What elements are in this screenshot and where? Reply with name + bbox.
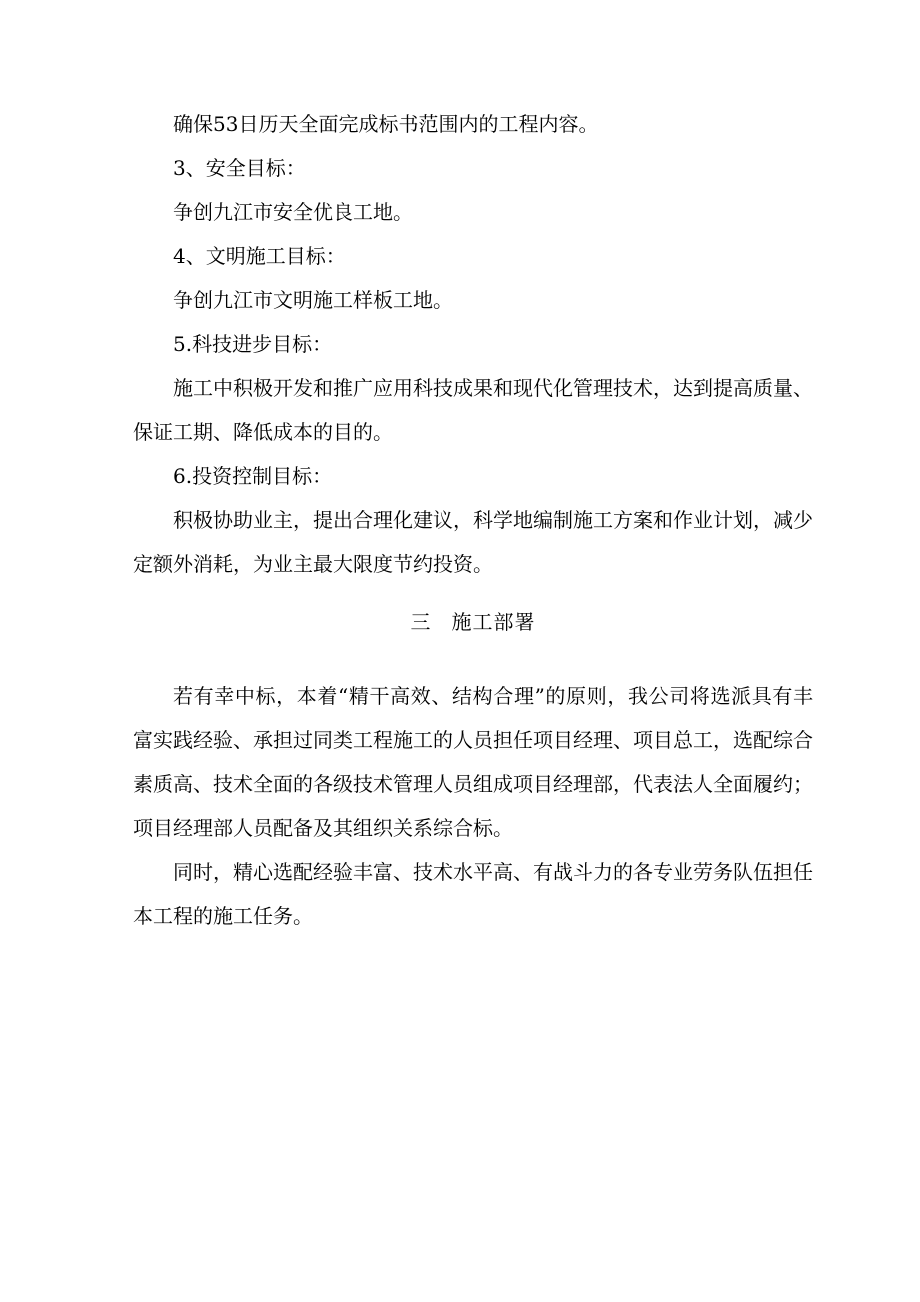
paragraph: 争创九江市文明施工样板工地。 [173, 288, 453, 312]
paragraph: 积极协助业主，提出合理化建议，科学地编制施工方案和作业计划，减少定额外消耗，为业主最大限度节约投资。 [133, 508, 813, 576]
section-deployment [133, 674, 813, 938]
paragraph: 若有幸中标，本着“精干高效、结构合理”的原则，我公司将选派具有丰富实践经验、承担过同类工程施工的人员担任项目经理、项目总工，选配综合素质高、技术全面的各级技术管理人员组成项目经理部，代表法人全面履约；项目经理部人员配备及其组织关系综合标。 [133, 684, 813, 840]
paragraph: 6.投资控制目标： [173, 464, 333, 488]
section-heading [133, 600, 813, 644]
paragraph: 同时，精心选配经验丰富、技术水平高、有战斗力的各专业劳务队伍担任本工程的施工任务。 [133, 860, 813, 928]
paragraph: 4、文明施工目标： [173, 244, 346, 268]
section-title: 施工部署 [451, 610, 536, 634]
paragraph: 3、安全目标： [173, 156, 306, 180]
section-number: 三 [410, 610, 432, 634]
paragraph: 5.科技进步目标： [173, 332, 333, 356]
section-goals [133, 102, 813, 586]
paragraph: 争创九江市安全优良工地。 [173, 200, 413, 224]
paragraph: 施工中积极开发和推广应用科技成果和现代化管理技术，达到提高质量、保证工期、降低成本的目的。 [133, 376, 813, 444]
document-page [133, 102, 813, 938]
paragraph: 确保53日历天全面完成标书范围内的工程内容。 [173, 112, 599, 136]
